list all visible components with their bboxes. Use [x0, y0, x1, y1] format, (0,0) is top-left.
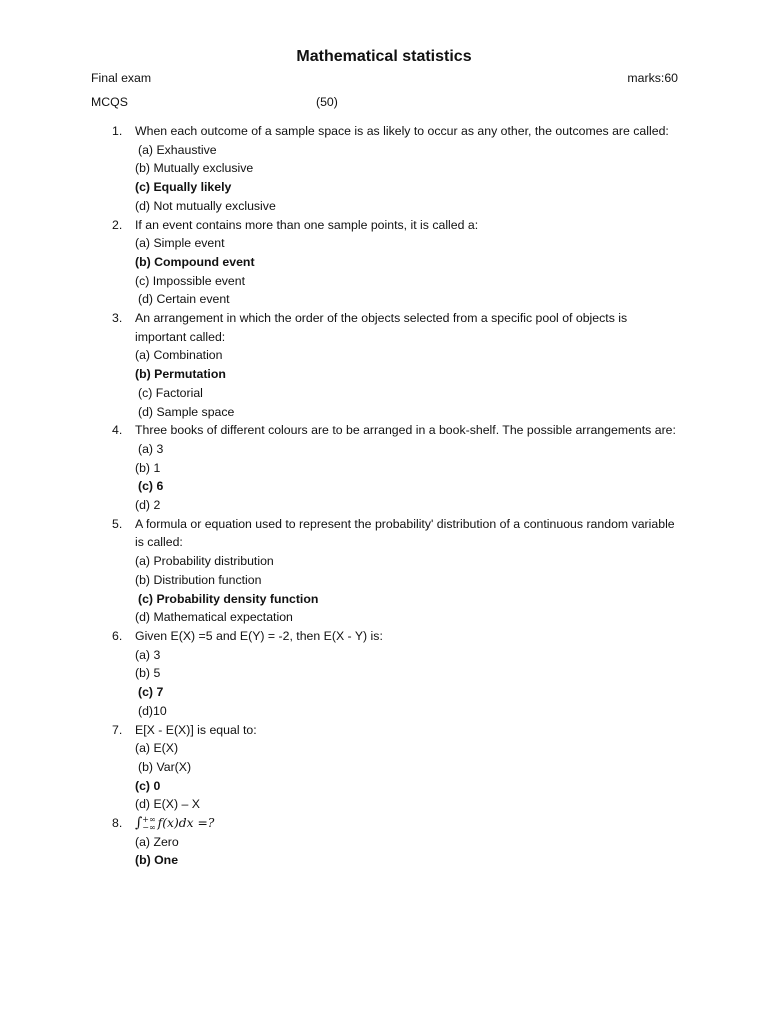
exam-label: Final exam [91, 71, 152, 85]
answer-option: (d) 2 [135, 498, 161, 513]
question-number: 4. [112, 423, 123, 438]
question-item [91, 309, 681, 421]
answer-option-correct: (c) Probability density function [138, 591, 319, 606]
section-marks: (50) [316, 95, 338, 109]
answer-option-correct: (c) Equally likely [135, 180, 232, 195]
question-text: When each outcome of a sample space is as likely to occur as any other, the outcomes are called: [135, 124, 669, 138]
answer-option: (c) Impossible event [135, 273, 246, 288]
answer-option: (a) Probability distribution [135, 554, 274, 569]
integral-lower-limit: −∞ [142, 822, 156, 832]
answer-option: (b) 1 [135, 460, 161, 475]
page-title: Mathematical statistics [296, 48, 472, 65]
question-formula [135, 814, 681, 833]
question-number: 8. [112, 816, 123, 831]
answer-option: (c) Factorial [138, 385, 203, 400]
integral-sign-icon: ∫ [135, 815, 143, 832]
answer-option: (b) Distribution function [135, 572, 262, 587]
answer-option: (b) 5 [135, 666, 161, 681]
question-list [91, 122, 681, 870]
question-item [91, 627, 681, 721]
question-text: An arrangement in which the order of the objects selected from a specific pool of objects is important called: [135, 311, 628, 344]
answer-option: (a) E(X) [135, 741, 179, 756]
question-item [91, 814, 681, 870]
question-text: E[X - E(X)] is equal to: [135, 722, 257, 737]
section-label: MCQS [91, 95, 128, 109]
answer-option-correct: (c) 6 [138, 479, 164, 494]
question-text: Three books of different colours are to be arranged in a book-shelf. The possible arrangements are: [135, 423, 676, 438]
question-number: 3. [112, 311, 123, 326]
question-item [91, 122, 681, 216]
question-number: 7. [112, 722, 123, 737]
question-number: 5. [112, 516, 123, 531]
answer-option: (a) 3 [135, 647, 161, 662]
answer-option-correct: (c) 7 [138, 685, 164, 700]
answer-option: (b) Var(X) [138, 759, 192, 774]
answer-option: (a) 3 [138, 441, 164, 456]
answer-option: (a) Exhaustive [138, 142, 217, 157]
question-text: A formula or equation used to represent the probability' distribution of a continuous random variable is called: [135, 516, 675, 550]
integral-upper-limit: +∞ [142, 814, 156, 824]
question-text: Given E(X) =5 and E(Y) = -2, then E(X - Y) is: [135, 628, 383, 643]
answer-option: (a) Simple event [135, 236, 225, 251]
question-number: 2. [112, 217, 123, 232]
question-number: 1. [112, 124, 123, 138]
marks-label: marks:60 [627, 71, 678, 85]
answer-option: (b) Mutually exclusive [135, 161, 254, 176]
answer-option-correct: (c) 0 [135, 778, 161, 793]
question-item [91, 421, 681, 515]
integral-body: f(x)dx =? [157, 816, 215, 831]
answer-option: (d) E(X) – X [135, 797, 200, 812]
answer-option: (d) Certain event [138, 292, 230, 307]
question-text: If an event contains more than one sample points, it is called a: [135, 217, 479, 232]
answer-option: (d) Not mutually exclusive [135, 198, 276, 213]
answer-option: (a) Zero [135, 834, 179, 849]
answer-option: (d) Mathematical expectation [135, 610, 293, 625]
question-number: 6. [112, 628, 123, 643]
answer-option-correct: (b) Permutation [135, 367, 226, 382]
answer-option: (a) Combination [135, 348, 223, 363]
answer-option-correct: (b) One [135, 853, 179, 868]
question-item [91, 216, 681, 310]
answer-option: (d)10 [138, 703, 167, 718]
answer-option: (d) Sample space [138, 404, 235, 419]
question-item [91, 721, 681, 815]
question-item [91, 515, 681, 627]
answer-option-correct: (b) Compound event [135, 254, 255, 269]
